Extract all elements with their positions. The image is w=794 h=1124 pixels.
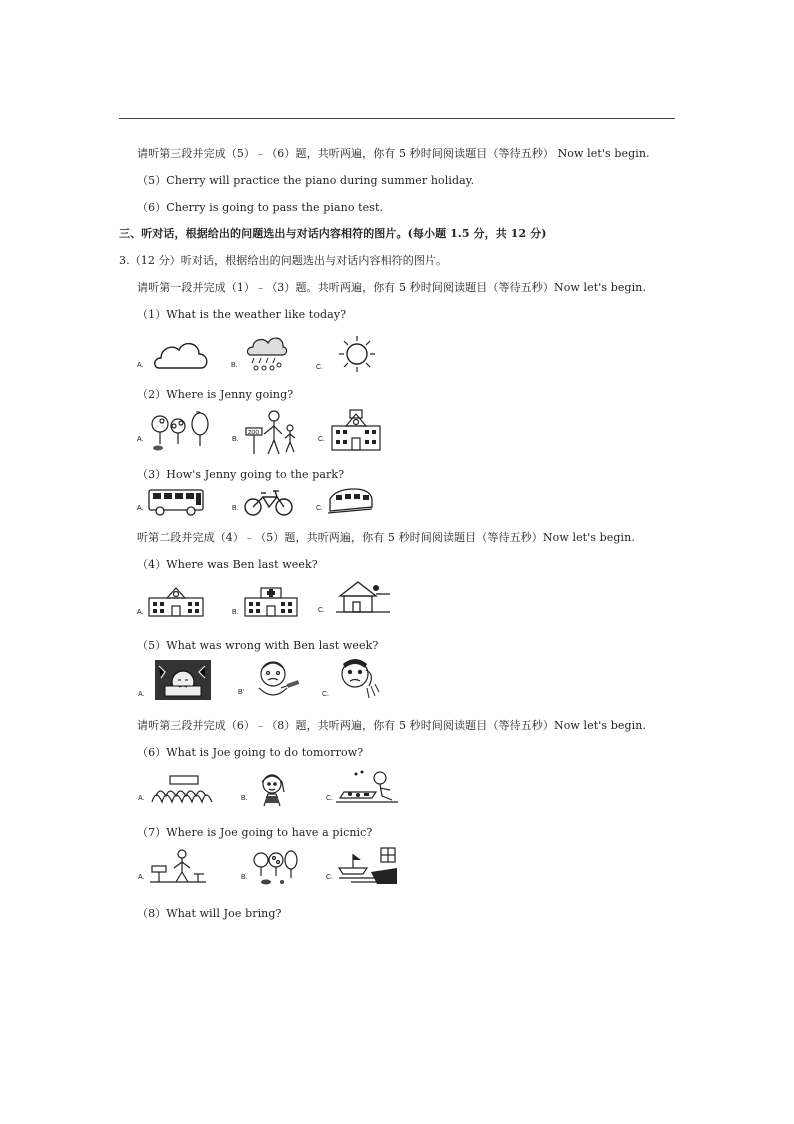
option-label: A. (137, 436, 144, 443)
school-icon (330, 408, 382, 452)
option-label: A. (138, 795, 145, 802)
option-label: C. (318, 607, 325, 614)
question-8: （8）What will Joe bring? (137, 907, 282, 920)
question-2: （2）Where is Jenny going? (137, 388, 294, 401)
part2-instruction: 请听第三段并完成（5）﹣（6）题，共听两遍，你有 5 秒时间阅读题目（等待五秒） Now let's begin. (137, 147, 650, 160)
reading-girl-icon (256, 772, 290, 808)
bus-icon (147, 488, 205, 516)
question-7: （7）Where is Joe going to have a picnic? (137, 826, 373, 839)
option-label: A. (138, 874, 145, 881)
option-label: B. (232, 609, 239, 616)
zoo-icon (244, 408, 302, 456)
header-rule (119, 118, 675, 119)
option-label: A. (137, 609, 144, 616)
question-3-stem: 3.（12 分）听对话，根据给出的问题选出与对话内容相符的图片。 (119, 254, 448, 267)
part2-item-5: （5）Cherry will practice the piano during summer holiday. (137, 174, 475, 187)
option-label: B. (241, 874, 248, 881)
fever-icon (255, 658, 301, 700)
part2-item-6: （6）Cherry is going to pass the piano test. (137, 201, 384, 214)
svg-text:ZOO: ZOO (248, 430, 260, 436)
option-label: C. (326, 874, 333, 881)
option-label: C. (322, 691, 329, 698)
cinema-icon (150, 774, 214, 804)
question-6: （6）What is Joe going to do tomorrow? (137, 746, 364, 759)
picnic-icon (336, 768, 398, 806)
option-label: B. (232, 505, 239, 512)
option-label: B. (232, 436, 239, 443)
park-icon (148, 410, 212, 452)
zoo-sign-icon (150, 848, 206, 884)
bicycle-icon (243, 489, 295, 517)
option-label: B' (238, 689, 245, 696)
option-label: C. (316, 505, 323, 512)
park-trees-icon (252, 848, 300, 886)
option-label: B. (241, 795, 248, 802)
segment-1-instruction: 请听第一段并完成（1）﹣（3）题。共听两遍，你有 5 秒时间阅读题目（等待五秒）Now let's begin. (137, 281, 647, 294)
house-icon (336, 580, 392, 616)
school-building-icon (147, 584, 205, 618)
hospital-icon (243, 584, 299, 618)
option-label: C. (318, 436, 325, 443)
option-label: B. (231, 362, 238, 369)
section3-heading: 三、听对话，根据给出的问题选出与对话内容相符的图片。(每小题 1.5 分，共 12 分) (119, 227, 547, 240)
rain-cloud-icon (246, 335, 288, 373)
sun-icon (336, 334, 378, 374)
option-label: A. (137, 362, 144, 369)
headache-icon (155, 660, 211, 700)
option-label: C. (316, 364, 323, 371)
segment-3-instruction: 请听第三段并完成（6）﹣（8）题，共听两遍，你有 5 秒时间阅读题目（等待五秒）Now let's begin. (137, 719, 647, 732)
option-label: A. (138, 691, 145, 698)
option-label: C. (326, 795, 333, 802)
question-3: （3）How's Jenny going to the park? (137, 468, 345, 481)
segment-2-instruction: 听第二段并完成（4）﹣（5）题，共听两遍，你有 5 秒时间阅读题目（等待五秒）Now let's begin. (137, 531, 635, 544)
cloud-icon (153, 338, 209, 372)
option-label: A. (137, 505, 144, 512)
train-icon (326, 485, 374, 517)
toothache-icon (335, 656, 381, 700)
lake-boat-icon (337, 846, 399, 886)
question-1: （1）What is the weather like today? (137, 308, 347, 321)
question-4: （4）Where was Ben last week? (137, 558, 318, 571)
question-5: （5）What was wrong with Ben last week? (137, 639, 379, 652)
